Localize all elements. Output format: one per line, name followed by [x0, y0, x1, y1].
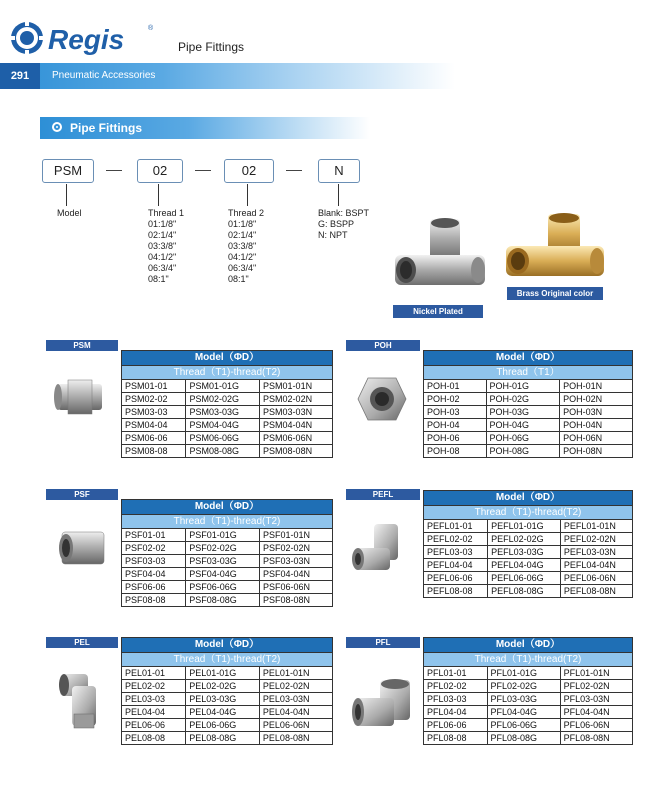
- table-cell: PSM06-06: [122, 432, 186, 445]
- table-cell: PEFL03-03N: [560, 546, 632, 559]
- table-cell: PEFL06-06N: [560, 572, 632, 585]
- leader-line: [338, 184, 339, 206]
- table-cell: PSM01-01: [122, 380, 186, 393]
- pfl-table: [423, 637, 633, 745]
- product-tag-pel: PEL: [46, 637, 118, 648]
- code-box-thread-type: N: [318, 159, 360, 183]
- table-row: [424, 380, 633, 393]
- table-cell: PEL04-04N: [259, 706, 332, 719]
- table-cell: PFL02-02: [424, 680, 488, 693]
- pefl-elbow-image: [346, 520, 406, 580]
- table-row: [122, 555, 333, 568]
- table-cell: PEL06-06N: [259, 719, 332, 732]
- label-thread2: Thread 2: [228, 208, 265, 218]
- nickel-tee-image: [390, 215, 490, 300]
- table-cell: POH-02N: [560, 393, 633, 406]
- product-tag-pfl: PFL: [346, 637, 420, 648]
- table-cell: PEL01-01: [122, 667, 186, 680]
- brass-tee-image: [500, 210, 610, 290]
- table-cell: PFL06-06N: [560, 719, 632, 732]
- code-dash: [195, 170, 211, 171]
- table-row: [424, 445, 633, 458]
- table-cell: PSF03-03G: [186, 555, 260, 568]
- product-tag-psm: PSM: [46, 340, 118, 351]
- table-cell: PSM04-04G: [186, 419, 260, 432]
- table-cell: POH-08: [424, 445, 487, 458]
- thread2-options: [228, 219, 256, 285]
- table-row: [122, 542, 333, 555]
- table-cell: PSM04-04: [122, 419, 186, 432]
- table-cell: PEFL04-04: [424, 559, 488, 572]
- thread1-option: 01:1/8": [148, 219, 177, 229]
- table-cell: PFL02-02N: [560, 680, 632, 693]
- table-row: [424, 706, 633, 719]
- table-cell: POH-06G: [486, 432, 560, 445]
- table-cell: PSM06-06N: [260, 432, 333, 445]
- thread1-option: 02:1/4": [148, 230, 177, 240]
- table-cell: PSF02-02G: [186, 542, 260, 555]
- table-cell: PEFL08-08G: [488, 585, 561, 598]
- thread-header: Thread（T1)-thread(T2): [424, 506, 633, 520]
- table-cell: POH-02: [424, 393, 487, 406]
- table-cell: POH-03N: [560, 406, 633, 419]
- table-cell: PSF01-01N: [259, 529, 332, 542]
- table-row: [122, 445, 333, 458]
- table-cell: PSM03-03N: [260, 406, 333, 419]
- thread2-option: 06:3/4": [228, 263, 257, 273]
- table-row: [122, 693, 333, 706]
- table-cell: PEL02-02G: [186, 680, 260, 693]
- table-row: [424, 419, 633, 432]
- table-row: [122, 719, 333, 732]
- thread1-option: 08:1": [148, 274, 169, 284]
- table-cell: PEFL01-01: [424, 520, 488, 533]
- thread-header: Thread（T1)-thread(T2): [122, 653, 333, 667]
- table-row: [424, 667, 633, 680]
- thread1-option: 04:1/2": [148, 252, 177, 262]
- table-cell: PEL08-08N: [259, 732, 332, 745]
- code-box-thread2: 02: [224, 159, 274, 183]
- psf-hex-socket-image: [56, 526, 108, 570]
- table-cell: PEFL08-08: [424, 585, 488, 598]
- brass-original-caption: Brass Original color: [507, 287, 603, 300]
- title-bar-text: Pipe Fittings: [70, 121, 142, 135]
- table-cell: POH-08N: [560, 445, 633, 458]
- label-model: Model: [57, 208, 82, 218]
- table-row: [424, 520, 633, 533]
- poh-hex-bushing-image: [354, 372, 410, 426]
- psf-table: [121, 499, 333, 607]
- table-cell: PEL02-02: [122, 680, 186, 693]
- table-cell: PEL03-03G: [186, 693, 260, 706]
- table-row: [122, 406, 333, 419]
- table-cell: PFL03-03: [424, 693, 488, 706]
- table-row: [122, 419, 333, 432]
- label-thread-types: [318, 208, 369, 241]
- code-box-model: PSM: [42, 159, 94, 183]
- product-tag-pefl: PEFL: [346, 489, 420, 500]
- table-cell: PSM03-03: [122, 406, 186, 419]
- table-row: [122, 706, 333, 719]
- leader-line: [158, 184, 159, 206]
- table-row: [122, 432, 333, 445]
- page-number: 291: [0, 63, 40, 89]
- trademark-mark: ®: [148, 25, 154, 32]
- table-cell: POH-03G: [486, 406, 560, 419]
- table-cell: PEL06-06: [122, 719, 186, 732]
- table-row: [424, 559, 633, 572]
- table-cell: PSF02-02: [122, 542, 186, 555]
- thread-header: Thread（T1)-thread(T2): [122, 366, 333, 380]
- table-cell: PEFL02-02: [424, 533, 488, 546]
- table-cell: PSM03-03G: [186, 406, 260, 419]
- table-cell: PSM02-02: [122, 393, 186, 406]
- table-cell: PEL03-03N: [259, 693, 332, 706]
- pefl-table: [423, 490, 633, 598]
- table-row: [424, 546, 633, 559]
- table-cell: PSM06-06G: [186, 432, 260, 445]
- table-cell: PFL06-06: [424, 719, 488, 732]
- model-header: Model（ΦD）: [122, 500, 333, 515]
- table-cell: PSF06-06N: [259, 581, 332, 594]
- table-cell: POH-04: [424, 419, 487, 432]
- table-cell: PFL03-03G: [487, 693, 560, 706]
- table-row: [122, 393, 333, 406]
- table-cell: PSM08-08N: [260, 445, 333, 458]
- table-cell: PSM08-08: [122, 445, 186, 458]
- table-cell: PEL08-08: [122, 732, 186, 745]
- thread-type-bspp: G: BSPP: [318, 219, 355, 229]
- table-row: [424, 732, 633, 745]
- table-cell: PSM08-08G: [186, 445, 260, 458]
- table-cell: PEL04-04G: [186, 706, 260, 719]
- table-row: [424, 572, 633, 585]
- product-tag-psf: PSF: [46, 489, 118, 500]
- table-cell: POH-04N: [560, 419, 633, 432]
- table-cell: PSF01-01G: [186, 529, 260, 542]
- section-banner: [0, 63, 650, 89]
- table-cell: PSF06-06: [122, 581, 186, 594]
- table-cell: PSF06-06G: [186, 581, 260, 594]
- table-cell: PEL01-01N: [259, 667, 332, 680]
- table-row: [424, 393, 633, 406]
- table-cell: PFL04-04G: [487, 706, 560, 719]
- table-cell: PFL03-03N: [560, 693, 632, 706]
- table-cell: PFL01-01: [424, 667, 488, 680]
- table-cell: PSM04-04N: [260, 419, 333, 432]
- table-cell: PSM02-02N: [260, 393, 333, 406]
- regis-logo: [8, 18, 158, 58]
- model-header: Model（ΦD）: [424, 491, 633, 506]
- table-cell: POH-02G: [486, 393, 560, 406]
- table-cell: PEFL08-08N: [560, 585, 632, 598]
- psm-hex-nipple-image: [52, 372, 108, 422]
- table-cell: PEFL02-02G: [488, 533, 561, 546]
- thread2-option: 02:1/4": [228, 230, 257, 240]
- page-title: Pipe Fittings: [178, 40, 245, 54]
- leader-line: [247, 184, 248, 206]
- model-header: Model（ΦD）: [424, 638, 633, 653]
- nickel-plated-caption: Nickel Plated: [393, 305, 483, 318]
- table-row: [122, 594, 333, 607]
- table-cell: PEFL02-02N: [560, 533, 632, 546]
- table-cell: POH-01: [424, 380, 487, 393]
- table-cell: PEFL04-04N: [560, 559, 632, 572]
- table-cell: PEFL04-04G: [488, 559, 561, 572]
- table-cell: PSF04-04G: [186, 568, 260, 581]
- thread1-options: [148, 219, 176, 285]
- table-cell: PEFL06-06G: [488, 572, 561, 585]
- table-cell: PEFL01-01G: [488, 520, 561, 533]
- pipe-fittings-title-bar: [40, 117, 370, 139]
- table-cell: PEL02-02N: [259, 680, 332, 693]
- table-row: [424, 432, 633, 445]
- pfl-elbow-image: [348, 676, 418, 732]
- model-header: Model（ΦD）: [122, 351, 333, 366]
- table-cell: PSF03-03N: [259, 555, 332, 568]
- table-row: [424, 585, 633, 598]
- thread2-option: 04:1/2": [228, 252, 257, 262]
- thread2-option: 08:1": [228, 274, 249, 284]
- table-cell: PEFL01-01N: [560, 520, 632, 533]
- table-row: [424, 406, 633, 419]
- table-cell: PSF02-02N: [259, 542, 332, 555]
- table-cell: PSF04-04: [122, 568, 186, 581]
- table-cell: PSF03-03: [122, 555, 186, 568]
- table-cell: PEL06-06G: [186, 719, 260, 732]
- table-cell: PEL03-03: [122, 693, 186, 706]
- thread2-option: 01:1/8": [228, 219, 257, 229]
- table-cell: PEFL03-03: [424, 546, 488, 559]
- pel-table: [121, 637, 333, 745]
- table-cell: POH-01N: [560, 380, 633, 393]
- table-cell: PFL02-02G: [487, 680, 560, 693]
- table-row: [122, 667, 333, 680]
- table-cell: PFL08-08: [424, 732, 488, 745]
- table-cell: PFL04-04: [424, 706, 488, 719]
- table-cell: PFL04-04N: [560, 706, 632, 719]
- model-header: Model（ΦD）: [122, 638, 333, 653]
- section-label: Pneumatic Accessories: [52, 70, 156, 81]
- product-tag-poh: POH: [346, 340, 420, 351]
- table-cell: PEFL03-03G: [488, 546, 561, 559]
- table-cell: PSF04-04N: [259, 568, 332, 581]
- table-row: [122, 380, 333, 393]
- table-cell: PFL06-06G: [487, 719, 560, 732]
- thread2-option: 03:3/8": [228, 241, 257, 251]
- model-header: Model（ΦD）: [424, 351, 633, 366]
- table-row: [424, 693, 633, 706]
- thread1-option: 06:3/4": [148, 263, 177, 273]
- code-dash: [286, 170, 302, 171]
- thread-header: Thread（T1)-thread(T2): [424, 653, 633, 667]
- table-row: [122, 529, 333, 542]
- table-cell: POH-06N: [560, 432, 633, 445]
- leader-line: [66, 184, 67, 206]
- table-row: [122, 581, 333, 594]
- table-cell: PEL04-04: [122, 706, 186, 719]
- table-cell: PSM01-01G: [186, 380, 260, 393]
- table-row: [122, 680, 333, 693]
- table-row: [122, 732, 333, 745]
- table-row: [122, 568, 333, 581]
- table-cell: PSM01-01N: [260, 380, 333, 393]
- table-cell: PSF08-08G: [186, 594, 260, 607]
- table-row: [424, 533, 633, 546]
- table-cell: PSF01-01: [122, 529, 186, 542]
- table-row: [424, 680, 633, 693]
- thread-header: Thread（T1)-thread(T2): [122, 515, 333, 529]
- table-cell: PEL08-08G: [186, 732, 260, 745]
- code-box-thread1: 02: [137, 159, 183, 183]
- table-cell: PFL08-08G: [487, 732, 560, 745]
- table-cell: PSF08-08N: [259, 594, 332, 607]
- table-cell: POH-01G: [486, 380, 560, 393]
- table-cell: PSF08-08: [122, 594, 186, 607]
- table-cell: POH-04G: [486, 419, 560, 432]
- thread-type-npt: N: NPT: [318, 230, 348, 240]
- table-cell: POH-08G: [486, 445, 560, 458]
- table-cell: PEFL06-06: [424, 572, 488, 585]
- thread-type-bspt: Blank: BSPT: [318, 208, 370, 218]
- table-cell: PSM02-02G: [186, 393, 260, 406]
- thread1-option: 03:3/8": [148, 241, 177, 251]
- thread-header: Thread（T1）: [424, 366, 633, 380]
- label-thread1: Thread 1: [148, 208, 185, 218]
- logo-wordmark: Regis: [48, 24, 125, 55]
- code-dash: [106, 170, 122, 171]
- table-cell: PEL01-01G: [186, 667, 260, 680]
- poh-table: [423, 350, 633, 458]
- psm-table: [121, 350, 333, 458]
- table-cell: PFL08-08N: [560, 732, 632, 745]
- table-cell: PFL01-01N: [560, 667, 632, 680]
- table-cell: PFL01-01G: [487, 667, 560, 680]
- bullet-circle-icon: [52, 122, 62, 132]
- pel-street-elbow-image: [54, 668, 112, 732]
- table-cell: POH-03: [424, 406, 487, 419]
- table-row: [424, 719, 633, 732]
- table-cell: POH-06: [424, 432, 487, 445]
